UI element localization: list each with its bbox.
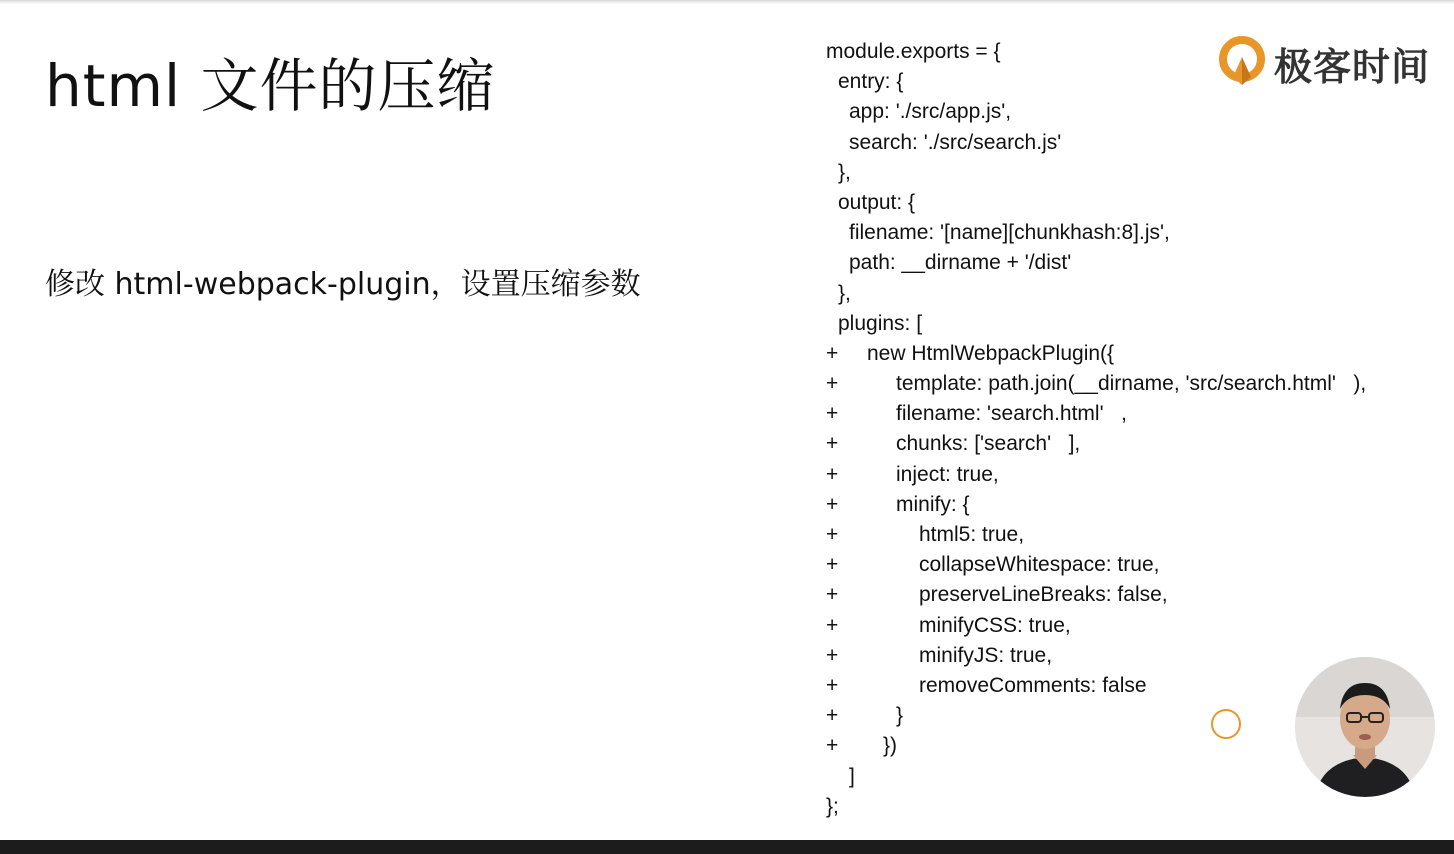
diff-added-marker: +: [826, 583, 839, 607]
diff-added-marker: +: [826, 523, 839, 546]
code-text: html5: true,: [919, 523, 1025, 546]
code-text: minifyCSS: true,: [919, 613, 1071, 637]
slide-title: html 文件的压缩: [45, 52, 496, 120]
code-text: minify: {: [896, 492, 970, 516]
diff-added-marker: +: [826, 341, 839, 365]
diff-added-marker: +: [826, 402, 839, 426]
code-text: search: './src/search.js': [849, 130, 1062, 154]
diff-added-marker: +: [826, 492, 839, 516]
diff-added-marker: +: [826, 704, 839, 728]
diff-added-marker: +: [826, 372, 839, 396]
code-text: removeComments: false: [919, 673, 1147, 697]
geektime-logo-icon: [1218, 35, 1268, 91]
code-text: inject: true,: [896, 462, 999, 486]
code-text: plugins: [: [838, 311, 923, 335]
code-text: };: [826, 794, 839, 818]
presenter-webcam: [1295, 657, 1435, 797]
code-text: collapseWhitespace: true,: [919, 553, 1160, 577]
diff-added-marker: +: [826, 643, 839, 667]
diff-added-marker: +: [826, 673, 839, 697]
diff-added-marker: +: [826, 432, 839, 456]
code-text: ]: [849, 764, 855, 788]
code-text: filename: '[name][chunkhash:8].js',: [849, 221, 1170, 245]
code-text: new HtmlWebpackPlugin({: [867, 341, 1115, 365]
top-shade: [0, 0, 1454, 4]
diff-added-marker: +: [826, 462, 839, 486]
logo-text: 极客时间: [1274, 44, 1431, 89]
code-text: preserveLineBreaks: false,: [919, 583, 1168, 607]
presenter-avatar: [1295, 657, 1435, 797]
bottom-bar: [0, 840, 1454, 854]
slide-bullet: 修改 html-webpack-plugin，设置压缩参数: [45, 267, 641, 302]
code-text: app: './src/app.js',: [849, 100, 1012, 124]
code-text: module.exports = {: [826, 40, 1001, 63]
cursor-ring: [1211, 709, 1241, 739]
logo: [1218, 34, 1440, 92]
code-text: path: __dirname + '/dist': [849, 251, 1072, 275]
code-text: output: {: [838, 190, 916, 214]
code-text: entry: {: [838, 70, 904, 94]
code-text: }: [896, 704, 904, 728]
code-text: chunks: ['search' ],: [896, 432, 1081, 456]
diff-added-marker: +: [826, 553, 839, 577]
code-text: },: [838, 160, 851, 184]
code-text: template: path.join(__dirname, 'src/search.html' ),: [896, 372, 1367, 396]
diff-added-marker: +: [826, 613, 839, 637]
code-text: },: [838, 281, 851, 305]
diff-added-marker: +: [826, 734, 839, 758]
code-text: minifyJS: true,: [919, 643, 1053, 667]
code-text: }): [883, 734, 898, 758]
code-text: filename: 'search.html' ,: [896, 402, 1127, 426]
